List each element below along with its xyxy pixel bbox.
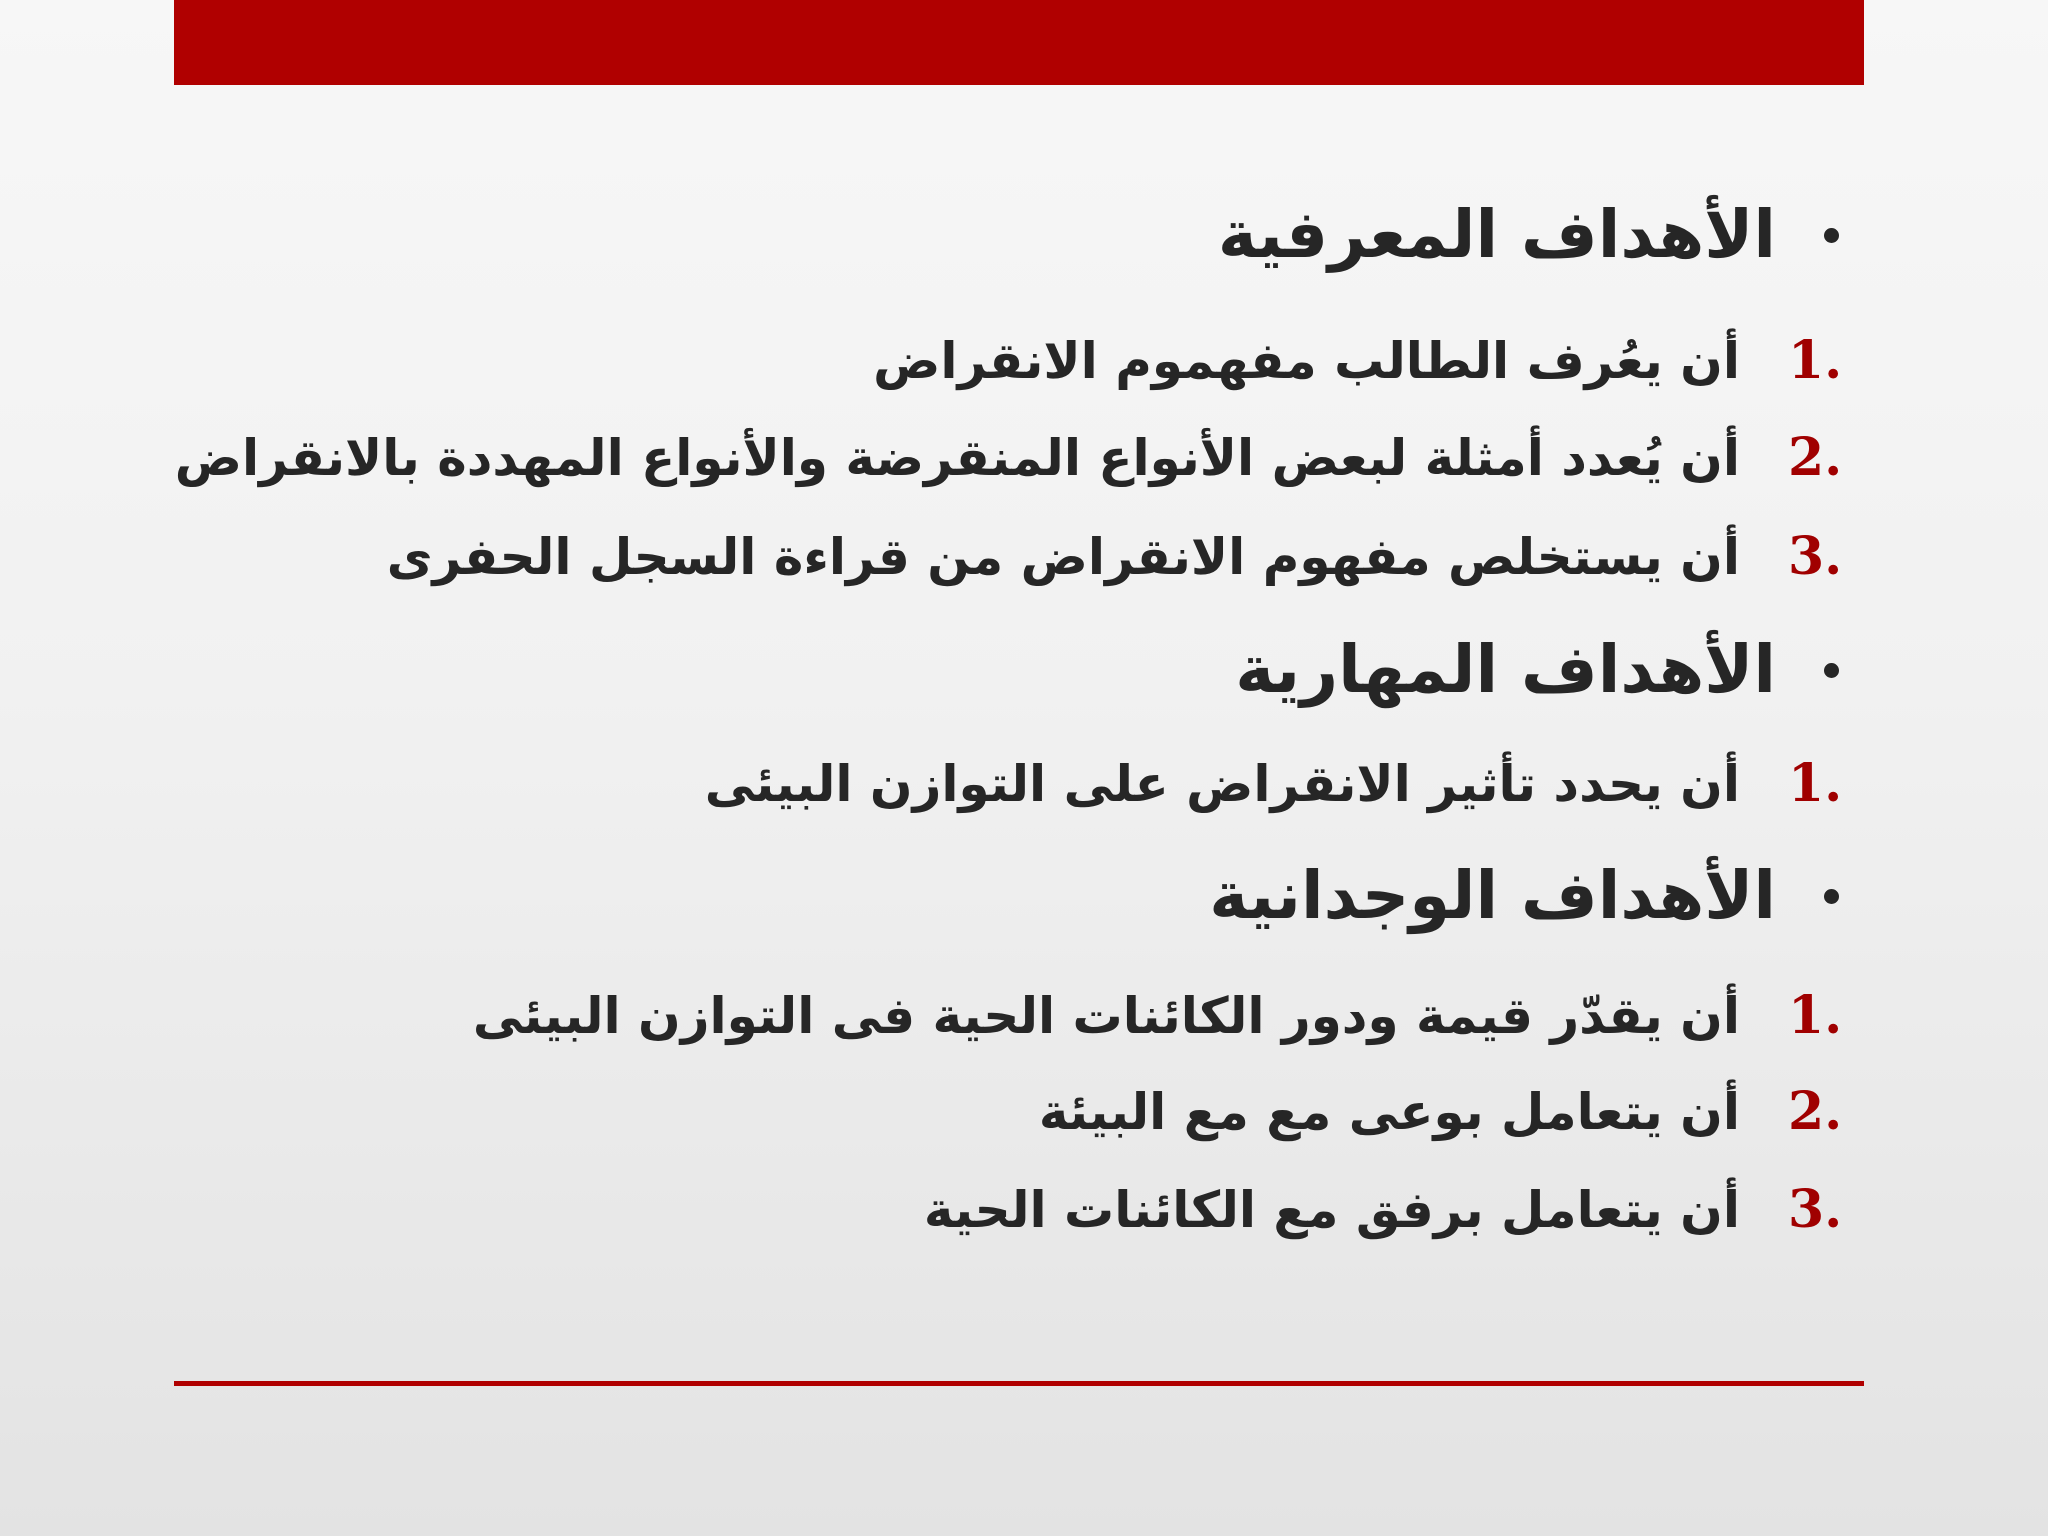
- item-text: أن يُعدد أمثلة لبعض الأنواع المنقرضة والأنواع المهددة بالانقراض: [174, 429, 1740, 487]
- item-text: أن يقدّر قيمة ودور الكائنات الحية فى التوازن البيئى: [472, 987, 1740, 1045]
- bullet-icon: [1824, 889, 1839, 904]
- heading-cognitive-text: الأهداف المعرفية: [1217, 196, 1776, 273]
- heading-affective-text: الأهداف الوجدانية: [1209, 857, 1776, 934]
- item-text: أن يتعامل بوعى مع مع البيئة: [1038, 1083, 1740, 1141]
- heading-cognitive: [0, 185, 2048, 285]
- list-item-affective-1: [0, 966, 2048, 1066]
- item-number: 1.: [1788, 753, 1843, 814]
- item-text: أن يتعامل برفق مع الكائنات الحية: [923, 1181, 1740, 1239]
- item-text: أن يعُرف الطالب مفهموم الانقراض: [873, 332, 1740, 390]
- item-number: 2.: [1788, 427, 1843, 488]
- list-item-skills-1: [0, 734, 2048, 834]
- item-number: 1.: [1788, 985, 1843, 1046]
- item-text: أن يستخلص مفهوم الانقراض من قراءة السجل الحفرى: [386, 528, 1740, 586]
- bullet-icon: [1824, 663, 1839, 678]
- bullet-icon: [1824, 228, 1839, 243]
- list-item-affective-3: [0, 1160, 2048, 1260]
- item-text: أن يحدد تأثير الانقراض على التوازن البيئى: [704, 755, 1740, 813]
- item-number: 3.: [1788, 526, 1843, 587]
- bottom-divider: [174, 1381, 1864, 1386]
- heading-skills-text: الأهداف المهارية: [1235, 631, 1776, 708]
- top-accent-bar: [174, 0, 1864, 85]
- item-number: 1.: [1788, 330, 1843, 391]
- item-number: 2.: [1788, 1081, 1843, 1142]
- item-number: 3.: [1788, 1179, 1843, 1240]
- list-item-cognitive-1: [0, 311, 2048, 411]
- list-item-cognitive-2: [0, 408, 2048, 508]
- list-item-cognitive-3: [0, 507, 2048, 607]
- list-item-affective-2: [0, 1062, 2048, 1162]
- heading-skills: [0, 620, 2048, 720]
- heading-affective: [0, 846, 2048, 946]
